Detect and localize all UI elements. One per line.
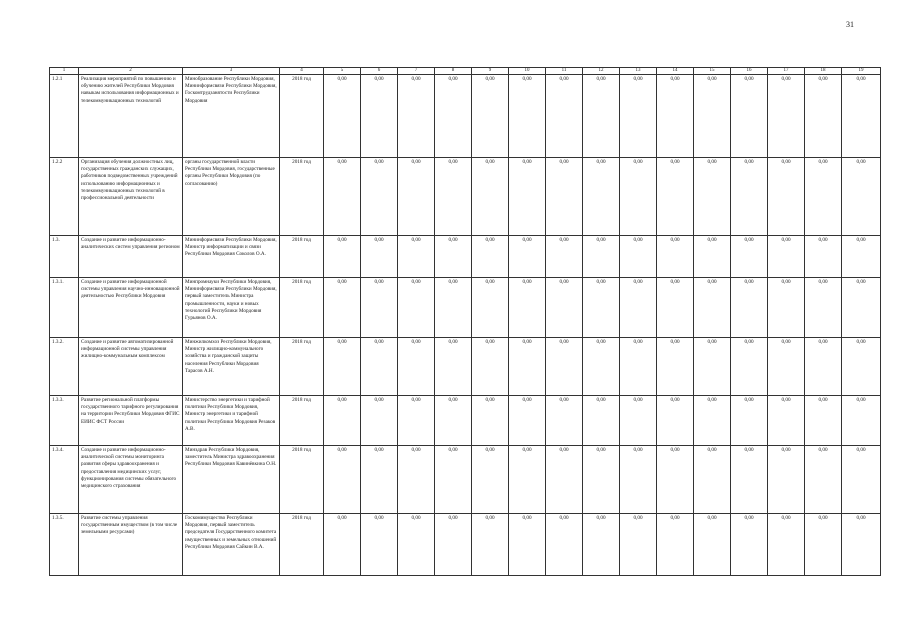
funding-value-cell: 0,00 — [731, 236, 768, 278]
funding-value-cell: 0,00 — [768, 236, 805, 278]
funding-value-cell: 0,00 — [546, 236, 583, 278]
column-number-cell: 4 — [280, 68, 324, 75]
funding-value-cell: 0,00 — [620, 75, 657, 158]
funding-value-cell: 0,00 — [398, 446, 435, 514]
activity-name-cell: Создание и развитие информационно-аналитической системы мониторинга развития сферы здравоохранения и предоставления медицинских услуг, функционирования системы обязательного медицинского страхования — [79, 446, 183, 514]
table-row — [50, 158, 881, 236]
item-number-cell: 1.3.5. — [50, 514, 79, 576]
year-cell: 2018 год — [280, 236, 324, 278]
funding-value-cell: 0,00 — [472, 236, 509, 278]
year-cell: 2018 год — [280, 158, 324, 236]
item-number-cell: 1.3.1. — [50, 278, 79, 338]
funding-value-cell: 0,00 — [509, 514, 546, 576]
funding-value-cell: 0,00 — [657, 338, 694, 396]
funding-value-cell: 0,00 — [546, 396, 583, 446]
funding-value-cell: 0,00 — [842, 338, 881, 396]
funding-value-cell: 0,00 — [731, 446, 768, 514]
activity-name-cell: Создание и развитие автоматизированной информационной системы управления жилищно-коммунальным комплексом — [79, 338, 183, 396]
funding-value-cell: 0,00 — [398, 236, 435, 278]
activity-name-cell: Развитие системы управления государственным имуществом (в том числе земельными ресурсами) — [79, 514, 183, 576]
item-number-cell: 1.3.4. — [50, 446, 79, 514]
funding-value-cell: 0,00 — [842, 236, 881, 278]
item-number-cell: 1.2.1 — [50, 75, 79, 158]
funding-value-cell: 0,00 — [435, 236, 472, 278]
funding-value-cell: 0,00 — [435, 396, 472, 446]
table-row — [50, 278, 881, 338]
funding-value-cell: 0,00 — [768, 278, 805, 338]
column-number-cell: 5 — [324, 68, 361, 75]
responsible-executor-cell: Минпромнауки Республики Мордовия, Мининформсвязи Республики Мордовия, первый заместитель Министра промышленности, науки и новых технологий Республики Мордовия Гурьянов О.А. — [183, 278, 280, 338]
year-cell: 2018 год — [280, 396, 324, 446]
funding-value-cell: 0,00 — [694, 446, 731, 514]
funding-value-cell: 0,00 — [694, 236, 731, 278]
table-header-row — [50, 68, 881, 75]
funding-value-cell: 0,00 — [731, 396, 768, 446]
table-row — [50, 338, 881, 396]
funding-value-cell: 0,00 — [768, 338, 805, 396]
column-number-cell: 14 — [657, 68, 694, 75]
funding-value-cell: 0,00 — [398, 514, 435, 576]
funding-value-cell: 0,00 — [694, 338, 731, 396]
funding-value-cell: 0,00 — [805, 158, 842, 236]
funding-value-cell: 0,00 — [398, 278, 435, 338]
funding-value-cell: 0,00 — [435, 514, 472, 576]
funding-value-cell: 0,00 — [509, 236, 546, 278]
column-number-cell: 9 — [472, 68, 509, 75]
column-number-cell: 12 — [583, 68, 620, 75]
funding-value-cell: 0,00 — [620, 338, 657, 396]
responsible-executor-cell: Мининформсвязи Республики Мордовия, Министр информатизации и связи Республики Мордовия Соколов О.А. — [183, 236, 280, 278]
funding-value-cell: 0,00 — [694, 75, 731, 158]
funding-value-cell: 0,00 — [361, 75, 398, 158]
column-number-cell: 2 — [79, 68, 183, 75]
page-number: 31 — [846, 20, 854, 29]
column-number-cell: 19 — [842, 68, 881, 75]
year-cell: 2018 год — [280, 446, 324, 514]
activity-name-cell: Реализация мероприятий по повышению и обучению жителей Республики Мордовия навыкам использования информационных и телекоммуникационных технологий — [79, 75, 183, 158]
funding-value-cell: 0,00 — [583, 514, 620, 576]
funding-value-cell: 0,00 — [435, 338, 472, 396]
funding-value-cell: 0,00 — [472, 158, 509, 236]
funding-value-cell: 0,00 — [435, 158, 472, 236]
column-number-cell: 13 — [620, 68, 657, 75]
funding-value-cell: 0,00 — [324, 338, 361, 396]
funding-value-cell: 0,00 — [472, 396, 509, 446]
funding-value-cell: 0,00 — [731, 514, 768, 576]
funding-value-cell: 0,00 — [768, 514, 805, 576]
funding-value-cell: 0,00 — [768, 446, 805, 514]
funding-value-cell: 0,00 — [583, 446, 620, 514]
funding-value-cell: 0,00 — [657, 236, 694, 278]
funding-value-cell: 0,00 — [805, 278, 842, 338]
column-number-cell: 18 — [805, 68, 842, 75]
funding-value-cell: 0,00 — [361, 158, 398, 236]
funding-value-cell: 0,00 — [398, 396, 435, 446]
item-number-cell: 1.3. — [50, 236, 79, 278]
item-number-cell: 1.2.2 — [50, 158, 79, 236]
funding-value-cell: 0,00 — [324, 396, 361, 446]
column-number-cell: 8 — [435, 68, 472, 75]
funding-value-cell: 0,00 — [324, 236, 361, 278]
program-activities-table — [49, 67, 881, 576]
funding-value-cell: 0,00 — [805, 446, 842, 514]
column-number-cell: 6 — [361, 68, 398, 75]
responsible-executor-cell: Госкомимущество Республики Мордовия, первый заместитель председателя Государственного комитета имущественных и земельных отношений Республики Мордовия Сайкин В.А. — [183, 514, 280, 576]
year-cell: 2018 год — [280, 338, 324, 396]
funding-value-cell: 0,00 — [398, 75, 435, 158]
table-row — [50, 236, 881, 278]
funding-value-cell: 0,00 — [324, 158, 361, 236]
funding-value-cell: 0,00 — [620, 278, 657, 338]
table-row — [50, 446, 881, 514]
funding-value-cell: 0,00 — [509, 278, 546, 338]
activity-name-cell: Создание и развитие информационной системы управления научно-инновационной деятельностью Республики Мордовия — [79, 278, 183, 338]
funding-value-cell: 0,00 — [546, 158, 583, 236]
funding-value-cell: 0,00 — [805, 236, 842, 278]
funding-value-cell: 0,00 — [472, 338, 509, 396]
funding-value-cell: 0,00 — [694, 514, 731, 576]
year-cell: 2018 год — [280, 278, 324, 338]
item-number-cell: 1.3.2. — [50, 338, 79, 396]
funding-value-cell: 0,00 — [324, 514, 361, 576]
funding-value-cell: 0,00 — [472, 278, 509, 338]
funding-value-cell: 0,00 — [768, 158, 805, 236]
column-number-cell: 1 — [50, 68, 79, 75]
table-row — [50, 396, 881, 446]
year-cell: 2018 год — [280, 514, 324, 576]
funding-value-cell: 0,00 — [509, 158, 546, 236]
year-cell: 2018 год — [280, 75, 324, 158]
funding-value-cell: 0,00 — [657, 514, 694, 576]
funding-value-cell: 0,00 — [805, 75, 842, 158]
column-number-cell: 16 — [731, 68, 768, 75]
column-number-cell: 17 — [768, 68, 805, 75]
responsible-executor-cell: Минжилкомхоз Республики Мордовия, Министр жилищно-коммунального хозяйства и гражданской защиты населения Республики Мордовия Тарасов А.Н. — [183, 338, 280, 396]
funding-value-cell: 0,00 — [583, 158, 620, 236]
funding-value-cell: 0,00 — [842, 514, 881, 576]
funding-value-cell: 0,00 — [842, 75, 881, 158]
funding-value-cell: 0,00 — [509, 75, 546, 158]
column-number-cell: 3 — [183, 68, 280, 75]
funding-value-cell: 0,00 — [361, 338, 398, 396]
activity-name-cell: Организация обучения должностных лиц, государственных гражданских служащих, работников подведомственных учреждений использованию информационных и телекоммуникационных технологий в профессиональной деятельности — [79, 158, 183, 236]
funding-value-cell: 0,00 — [583, 396, 620, 446]
funding-value-cell: 0,00 — [583, 338, 620, 396]
funding-value-cell: 0,00 — [805, 396, 842, 446]
funding-value-cell: 0,00 — [620, 446, 657, 514]
funding-value-cell: 0,00 — [509, 396, 546, 446]
funding-value-cell: 0,00 — [435, 446, 472, 514]
funding-value-cell: 0,00 — [546, 278, 583, 338]
funding-value-cell: 0,00 — [546, 514, 583, 576]
activity-name-cell: Развитие региональной платформы государственного тарифного регулирования на территории Республики Мордовия ФГИС ЕИИС ФСТ России — [79, 396, 183, 446]
funding-value-cell: 0,00 — [620, 514, 657, 576]
funding-value-cell: 0,00 — [620, 158, 657, 236]
column-number-cell: 15 — [694, 68, 731, 75]
responsible-executor-cell: Министерство энергетики и тарифной политики Республики Мордовия, Министр энергетики и тарифной политики Республики Мордовия Резаков А.В. — [183, 396, 280, 446]
funding-value-cell: 0,00 — [324, 75, 361, 158]
funding-value-cell: 0,00 — [546, 446, 583, 514]
funding-value-cell: 0,00 — [731, 278, 768, 338]
funding-value-cell: 0,00 — [620, 236, 657, 278]
responsible-executor-cell: Минобразование Республики Мордовия, Мининформсвязи Республики Мордовия, Госкомтрудзанятости Республики Мордовия — [183, 75, 280, 158]
column-number-cell: 11 — [546, 68, 583, 75]
funding-value-cell: 0,00 — [361, 278, 398, 338]
funding-value-cell: 0,00 — [657, 75, 694, 158]
funding-value-cell: 0,00 — [731, 75, 768, 158]
funding-value-cell: 0,00 — [842, 158, 881, 236]
funding-value-cell: 0,00 — [657, 278, 694, 338]
funding-value-cell: 0,00 — [472, 75, 509, 158]
column-number-cell: 10 — [509, 68, 546, 75]
table-row — [50, 75, 881, 158]
funding-value-cell: 0,00 — [731, 338, 768, 396]
responsible-executor-cell: органы государственной власти Республики Мордовия, государственные органы Республики Мордовия (по согласованию) — [183, 158, 280, 236]
funding-value-cell: 0,00 — [657, 158, 694, 236]
funding-value-cell: 0,00 — [805, 338, 842, 396]
funding-value-cell: 0,00 — [694, 278, 731, 338]
activity-name-cell: Создание и развитие информационно-аналитических систем управления регионом — [79, 236, 183, 278]
funding-value-cell: 0,00 — [805, 514, 842, 576]
funding-value-cell: 0,00 — [509, 446, 546, 514]
funding-value-cell: 0,00 — [435, 278, 472, 338]
funding-value-cell: 0,00 — [768, 396, 805, 446]
funding-value-cell: 0,00 — [472, 514, 509, 576]
funding-value-cell: 0,00 — [472, 446, 509, 514]
funding-value-cell: 0,00 — [657, 396, 694, 446]
funding-value-cell: 0,00 — [842, 446, 881, 514]
funding-value-cell: 0,00 — [731, 158, 768, 236]
funding-value-cell: 0,00 — [546, 75, 583, 158]
funding-value-cell: 0,00 — [546, 338, 583, 396]
funding-value-cell: 0,00 — [768, 75, 805, 158]
responsible-executor-cell: Минздрав Республики Мордовия, заместитель Министра здравоохранения Республики Мордовия Кавинёвкина О.Н. — [183, 446, 280, 514]
funding-value-cell: 0,00 — [694, 396, 731, 446]
funding-value-cell: 0,00 — [657, 446, 694, 514]
column-number-cell: 7 — [398, 68, 435, 75]
funding-value-cell: 0,00 — [694, 158, 731, 236]
funding-value-cell: 0,00 — [583, 75, 620, 158]
funding-value-cell: 0,00 — [361, 396, 398, 446]
funding-value-cell: 0,00 — [620, 396, 657, 446]
funding-value-cell: 0,00 — [583, 278, 620, 338]
funding-value-cell: 0,00 — [398, 338, 435, 396]
funding-value-cell: 0,00 — [398, 158, 435, 236]
funding-value-cell: 0,00 — [361, 514, 398, 576]
funding-value-cell: 0,00 — [583, 236, 620, 278]
funding-value-cell: 0,00 — [324, 446, 361, 514]
funding-value-cell: 0,00 — [842, 396, 881, 446]
funding-value-cell: 0,00 — [361, 446, 398, 514]
item-number-cell: 1.3.3. — [50, 396, 79, 446]
funding-value-cell: 0,00 — [324, 278, 361, 338]
funding-value-cell: 0,00 — [435, 75, 472, 158]
funding-value-cell: 0,00 — [361, 236, 398, 278]
funding-value-cell: 0,00 — [842, 278, 881, 338]
table-row — [50, 514, 881, 576]
funding-value-cell: 0,00 — [509, 338, 546, 396]
